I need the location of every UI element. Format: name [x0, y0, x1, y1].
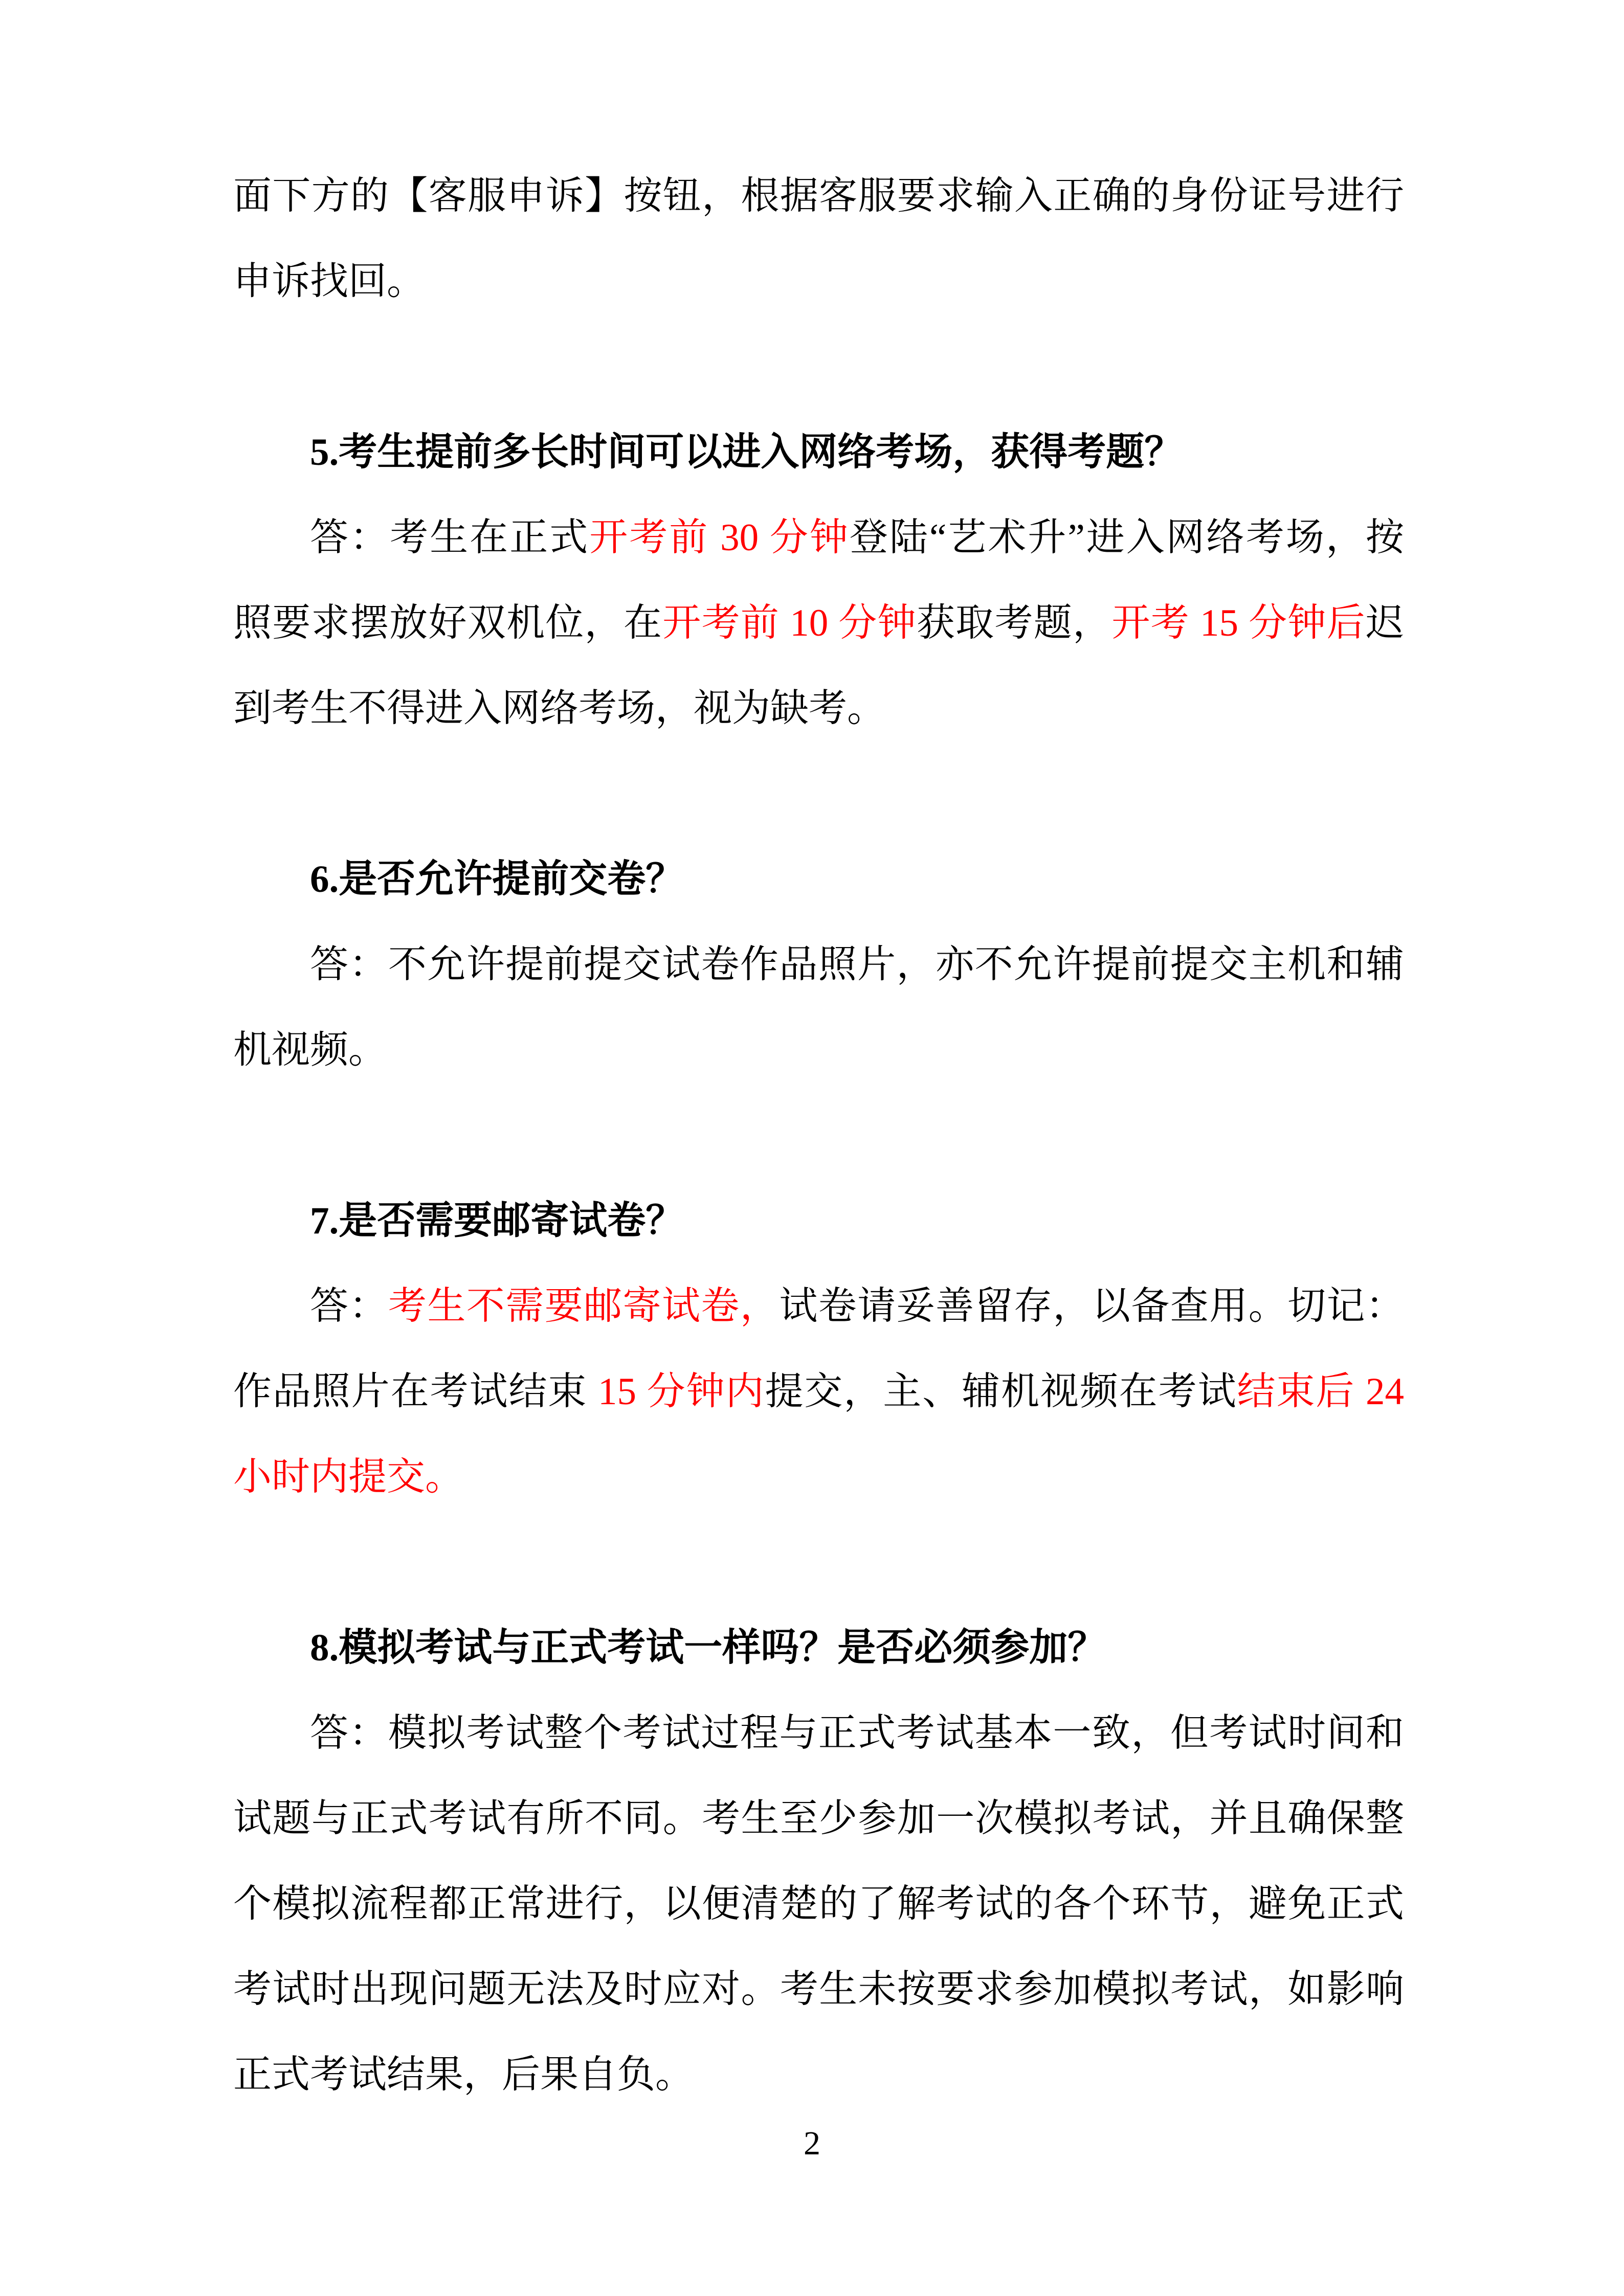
text-line — [233, 666, 1404, 751]
text-segment: 提交，主、辅机视频在考试 — [765, 1370, 1237, 1413]
text-line — [233, 153, 1404, 239]
question-5-heading — [233, 410, 1404, 495]
text-segment: 答：不允许提前提交试卷作品照片，亦不允许提前提交主机和辅 — [310, 943, 1404, 986]
text-line — [233, 580, 1404, 666]
text-segment: 7.是否需要邮寄试卷？ — [310, 1200, 684, 1242]
document-body — [233, 153, 1404, 2118]
text-segment: 试卷请妥善留存，以备查用。切记： — [779, 1285, 1404, 1327]
text-segment: 正式考试结果，后果自负。 — [233, 2054, 694, 2096]
text-line — [233, 1691, 1404, 1776]
highlighted-text-segment: 结束后 24 — [1237, 1370, 1404, 1413]
question-7-answer — [233, 1264, 1404, 1520]
highlighted-text-segment: 开考前 30 分钟 — [589, 516, 850, 559]
question-7-heading — [233, 1178, 1404, 1264]
text-line — [233, 1776, 1404, 1861]
text-line — [233, 1264, 1404, 1349]
question-heading-line — [233, 410, 1404, 495]
continuation-paragraph — [233, 153, 1404, 324]
highlighted-text-segment: 开考前 10 分钟 — [662, 602, 917, 644]
text-segment: 6.是否允许提前交卷？ — [310, 858, 684, 901]
question-heading-line — [233, 1178, 1404, 1264]
text-line — [233, 1007, 1404, 1093]
text-segment: 到考生不得进入网络考场，视为缺考。 — [233, 687, 886, 730]
text-segment: 答： — [310, 1285, 388, 1327]
page-number: 2 — [804, 2125, 820, 2162]
text-segment: 作品照片在考试结束 — [233, 1370, 598, 1413]
question-6-heading — [233, 837, 1404, 922]
text-segment: 申诉找回。 — [233, 260, 426, 303]
question-6-answer — [233, 922, 1404, 1093]
question-heading-line — [233, 1605, 1404, 1691]
text-line — [233, 1861, 1404, 1947]
text-segment: 8.模拟考试与正式考试一样吗？是否必须参加？ — [310, 1627, 1106, 1669]
text-segment: 答：模拟考试整个考试过程与正式考试基本一致，但考试时间和 — [310, 1712, 1404, 1754]
question-5-answer — [233, 495, 1404, 751]
text-segment: 照要求摆放好双机位，在 — [233, 602, 663, 644]
text-segment: 个模拟流程都正常进行，以便清楚的了解考试的各个环节，避免正式 — [233, 1883, 1404, 1925]
text-line — [233, 1349, 1404, 1434]
highlighted-text-segment: 开考 15 分钟后 — [1111, 602, 1366, 644]
text-segment: 获取考题， — [916, 602, 1112, 644]
text-segment: 登陆“艺术升”进入网络考场，按 — [849, 516, 1404, 559]
question-8-answer — [233, 1691, 1404, 2118]
text-segment: 机视频。 — [233, 1029, 387, 1071]
text-line — [233, 922, 1404, 1007]
highlighted-text-segment: 15 分钟内 — [597, 1370, 765, 1413]
question-8-heading — [233, 1605, 1404, 1691]
question-heading-line — [233, 837, 1404, 922]
text-line — [233, 239, 1404, 324]
text-segment: 答：考生在正式 — [310, 516, 590, 559]
highlighted-text-segment: 考生不需要邮寄试卷， — [388, 1285, 780, 1327]
text-segment: 考试时出现问题无法及时应对。考生未按要求参加模拟考试，如影响 — [233, 1968, 1404, 2011]
text-line — [233, 2032, 1404, 2118]
text-segment: 试题与正式考试有所不同。考生至少参加一次模拟考试，并且确保整 — [233, 1797, 1404, 1840]
text-segment: 面下方的【客服申诉】按钮，根据客服要求输入正确的身份证号进行 — [233, 175, 1404, 217]
text-segment: 5.考生提前多长时间可以进入网络考场，获得考题？ — [310, 431, 1183, 474]
text-segment: 迟 — [1365, 602, 1404, 644]
text-line — [233, 1434, 1404, 1520]
text-line — [233, 1947, 1404, 2032]
highlighted-text-segment: 小时内提交。 — [233, 1456, 464, 1498]
text-line — [233, 495, 1404, 580]
